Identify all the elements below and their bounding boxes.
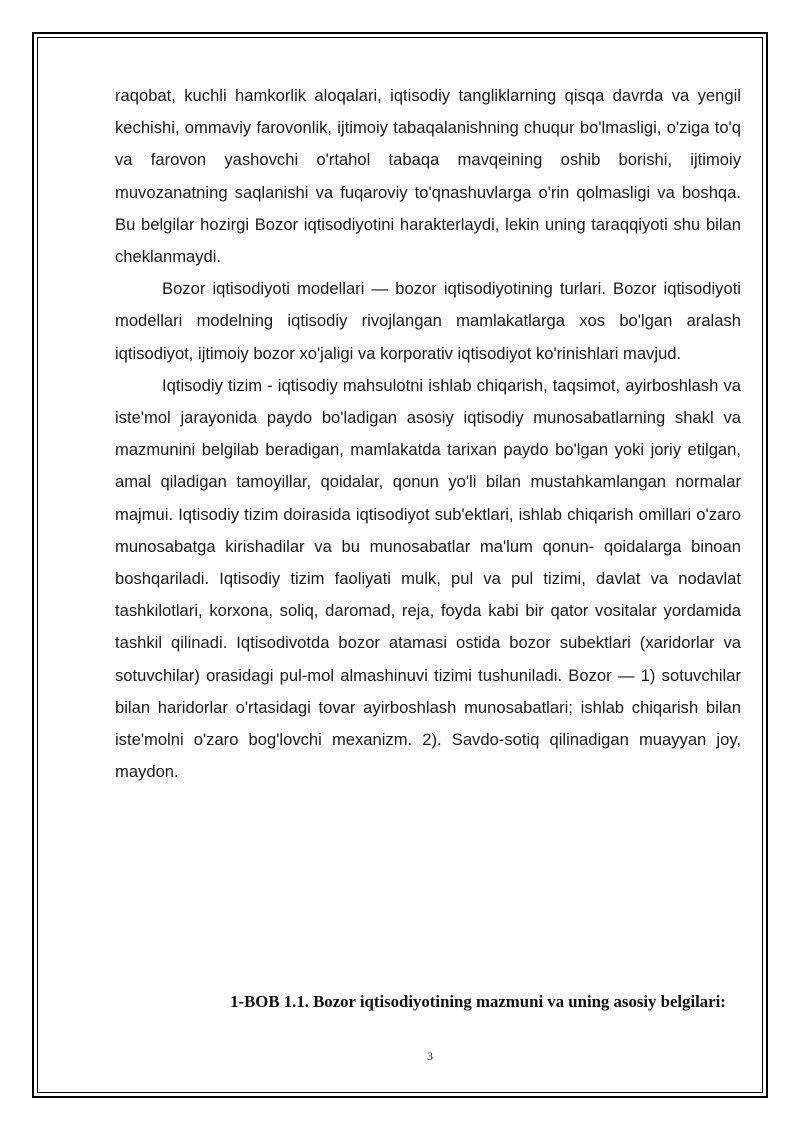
document-body [115,80,741,788]
page-number: 3 [427,1049,433,1063]
section-heading: 1-BOB 1.1. Bozor iqtisodiyotining mazmuni va uning asosiy belgilari: [230,992,726,1011]
paragraph-3: Iqtisodiy tizim - iqtisodiy mahsulotni ishlab chiqarish, taqsimot, ayirboshlash va iste'mol jarayonida paydo bo'ladigan asosiy iqtisodiy munosabatlarning shakl va mazmunini belgilab beradigan, mamlakatda tarixan paydo bo'lgan yoki joriy etilgan, amal qiladigan tamoyillar, qoidalar, qonun yo'li bilan mustahkamlangan normalar majmui. Iqtisodiy tizim doirasida iqtisodiyot sub'ektlari, ishlab chiqarish omillari o'zaro munosabatga kirishadilar va bu munosabatlar ma'lum qonun- qoidalarga binoan boshqariladi. Iqtisodiy tizim faoliyati mulk, pul va pul tizimi, davlat va nodavlat tashkilotlari, korxona, soliq, daromad, reja, foyda kabi bir qator vositalar yordamida tashkil qilinadi. Iqtisodivotda bozor atamasi ostida bozor subektlari (xaridorlar va sotuvchilar) orasidagi pul-mol almashinuvi tizimi tushuniladi. Bozor — 1) sotuvchilar bilan haridorlar o'rtasidagi tovar ayirboshlash munosabatlari; ishlab chiqarish bilan iste'molni o'zaro bog'lovchi mexanizm. 2). Savdo-sotiq qilinadigan muayyan joy, maydon. [115,375,741,782]
paragraph-1: raqobat, kuchli hamkorlik aloqalari, iqtisodiy tangliklarning qisqa davrda va yengil kechishi, ommaviy farovonlik, ijtimoiy tabaqalanishning chuqur bo'lmasligi, o'ziga to'q va farovon yashovchi o'rtahol tabaqa mavqeining oshib borishi, ijtimoiy muvozanatning saqlanishi va fuqaroviy to'qnashuvlarga o'rin qolmasligi va boshqa. Bu belgilar hozirgi Bozor iqtisodiyotini harakterlaydi, lekin uning taraqqiyoti shu bilan cheklanmaydi. [115,86,741,267]
paragraph-2: Bozor iqtisodiyoti modellari — bozor iqtisodiyotining turlari. Bozor iqtisodiyoti modellari modelning iqtisodiy rivojlangan mamlakatlarga xos bo'lgan aralash iqtisodiyot, ijtimoiy bozor xo'jaligi va korporativ iqtisodiyot ko'rinishlari mavjud. [115,279,741,363]
